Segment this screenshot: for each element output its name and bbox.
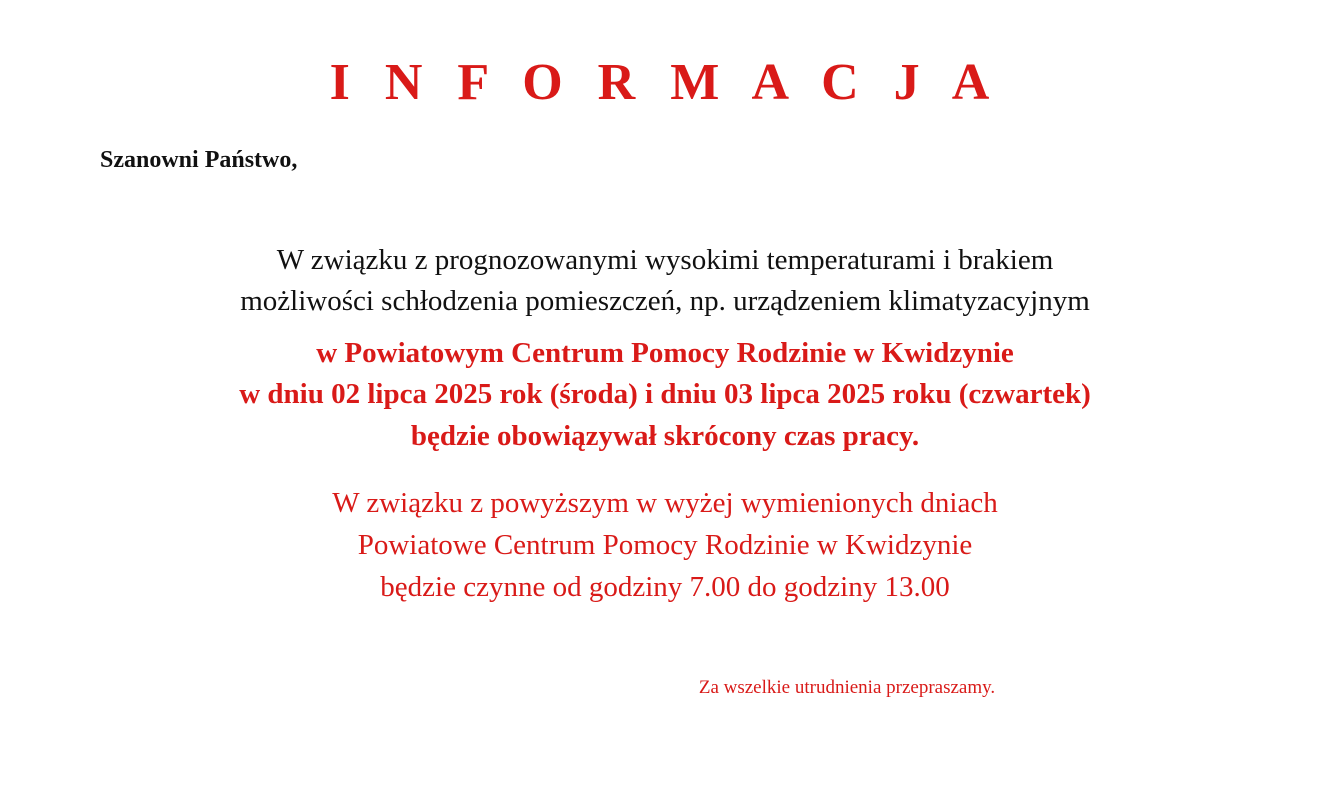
salutation-text: Szanowni Państwo,: [100, 147, 298, 174]
paragraph-announcement-line-3: będzie obowiązywał skrócony czas pracy.: [410, 420, 920, 453]
paragraph-hours-line-3: będzie czynne od godziny 7.00 do godziny 13.00: [380, 571, 950, 604]
paragraph-reason: [0, 174, 1330, 322]
paragraph-reason-line-1: W związku z prognozowanymi wysokimi temperaturami i brakiem: [276, 244, 1054, 277]
paragraph-hours-line-2: Powiatowe Centrum Pomocy Rodzinie w Kwidzynie: [357, 529, 973, 562]
paragraph-announcement-line-1: w Powiatowym Centrum Pomocy Rodzinie w Kwidzynie: [316, 336, 1014, 369]
apology-text: Za wszelkie utrudnienia przepraszamy.: [698, 676, 996, 698]
paragraph-hours-line-1: W związku z powyższym w wyżej wymienionych dniach: [332, 486, 998, 519]
page-title: I N F O R M A C J A: [329, 54, 1001, 111]
paragraph-announcement-line-2: w dniu 02 lipca 2025 rok (środa) i dniu 03 lipca 2025 roku (czwartek): [239, 378, 1091, 411]
paragraph-announcement: [0, 323, 1330, 458]
paragraph-hours: [0, 458, 1330, 609]
paragraph-reason-line-2: możliwości schłodzenia pomieszczeń, np. urządzeniem klimatyzacyjnym: [240, 285, 1090, 318]
